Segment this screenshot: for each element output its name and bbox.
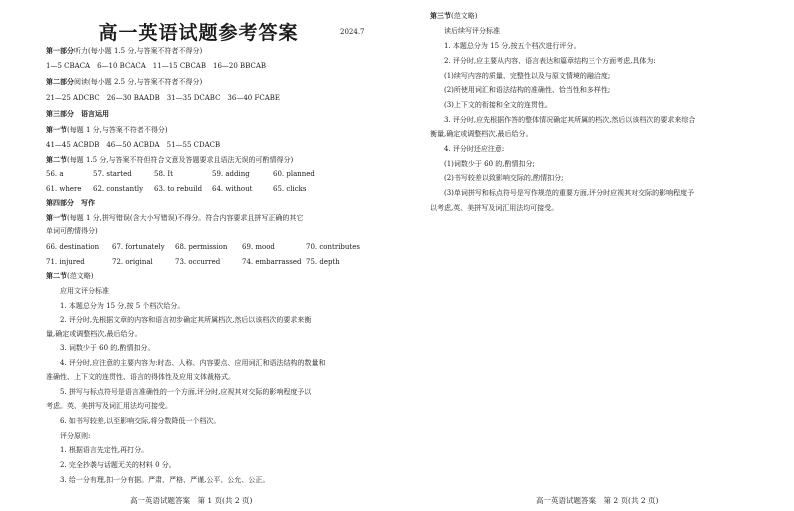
continuation-line: (3)上下文的衔接和全文的连贯性。 [444,101,552,109]
answer-63: 63. to rebuild [154,185,203,193]
answer-58: 58. It [154,170,173,178]
answer-64: 64. without [212,185,253,193]
writing1-heading: 第一节(每题 1 分,拼写错误(含大小写错误)不得分。符合内容要求且拼写正确的其它 [46,214,304,222]
part2-heading: 第二部分阅读(每小题 2.5 分,与答案不符者不得分) [46,78,203,86]
answer-61: 61. where [46,185,82,193]
section1-heading: 第一节(每题 1 分,与答案不符者不得分) [46,126,168,134]
section2-heading: 第二节(每题 1.5 分,与答案不符但符合文意及答题要求且语法无误的可酌情得分) [46,156,294,164]
answer-page-2 [397,0,794,511]
criteria-line: 应用文评分标准 [60,287,109,295]
answer-67: 67. fortunately [112,243,165,251]
answer-70: 70. contributes [306,243,360,251]
criteria-line: 3. 词数少于 60 的,酌情扣分。 [60,344,155,352]
criteria-line: 5. 拼写与标点符号是语言准确性的一个方面,评分时,应视其对交际的影响程度予以 [60,388,312,396]
writing1-heading-cont: 单词可酌情得分) [46,227,98,235]
continuation-line: (2)书写较差以致影响交际的,酌情扣分; [444,174,564,182]
criteria-line: 1. 根据语言先定性,再打分。 [60,446,149,454]
continuation-line: 读后续写评分标准 [444,27,500,35]
continuation-line: (3)单词拼写和标点符号是写作规范的重要方面,评分时应视其对交际的影响程度予 [444,189,695,197]
criteria-line: 1. 本题总分为 15 分,按 5 个档次给分。 [60,302,185,310]
answer-73: 73. occurred [175,258,221,266]
continuation-line: 以考虑,英、美拼写及词汇用法均可接受。 [430,204,559,212]
answer-72: 72. original [112,258,153,266]
answer-56: 56. a [46,170,64,178]
answer-68: 68. permission [175,243,228,251]
continuation-line: (1)词数少于 60 的,酌情扣分; [444,160,535,168]
section1-answers: 41—45 ACBDB 46—50 ACBDA 51—55 CDACB [46,141,221,149]
answer-62: 62. constantly [93,185,144,193]
criteria-line: 3. 给一分有理,扣一分有据。严肃、严格、严谨,公平、公允、公正。 [60,476,270,484]
criteria-line: 考虑。英、美拼写及词汇用法均可接受。 [46,402,172,410]
criteria-line: 2. 完全抄袭与话题无关的材料 0 分。 [60,461,176,469]
answer-65: 65. clicks [273,185,307,193]
page-title: 高一英语试题参考答案 [98,22,299,44]
continuation-line: (2)所使用词汇和语法结构的准确性、恰当性和多样性; [444,86,611,94]
answer-60: 60. planned [273,170,315,178]
part1-heading: 第一部分听力(每小题 1.5 分,与答案不符者不得分) [46,47,203,55]
continuation-line: 衡量,确定或调整档次,最后给分。 [430,130,533,138]
criteria-line: 准确性、上下文的连贯性、语言的得体性及应用文体裁格式。 [46,373,235,381]
page-footer: 高一英语试题答案 第 1 页(共 2 页) [130,496,253,505]
answer-75: 75. depth [306,258,340,266]
exam-date: 2024.7 [340,28,365,36]
part2-answers: 21—25 ADCBC 26—30 BAADB 31—35 DCABC 36—40 FCABE [46,94,280,102]
criteria-line: 评分原则: [60,432,91,440]
part4-heading: 第四部分 写作 [46,199,95,207]
continuation-line: (1)续写内容的质量、完整性以及与原文情境的融洽度; [444,72,611,80]
answer-69: 69. mood [242,243,275,251]
answer-59: 59. adding [212,170,250,178]
part3-heading: 第三部分 语言运用 [46,110,109,118]
criteria-line: 量,确定或调整档次,最后给分。 [46,330,142,338]
continuation-line: 3. 评分时,应先根据作答的整体情况确定其所属的档次,然后以该档次的要求来综合 [444,116,696,124]
continuation-line: 2. 评分时,应主要从内容、语言表达和篇章结构三个方面考虑,具体为: [444,57,656,65]
page-footer: 高一英语试题答案 第 2 页(共 2 页) [536,496,659,505]
answer-71: 71. injured [46,258,85,266]
continuation-line: 1. 本题总分为 15 分,按五个档次进行评分。 [444,42,581,50]
answer-57: 57. started [93,170,132,178]
answer-66: 66. destination [46,243,100,251]
part1-answers: 1—5 CBACA 6—10 BCACA 11—15 CBCAB 16—20 BBCAB [46,62,267,70]
section3-heading: 第三节(范文略) [430,12,478,20]
criteria-line: 4. 评分时,应注意的主要内容为:时态、人称、内容要点、应用词汇和语法结构的数量和 [60,359,326,367]
writing2-heading: 第二节(范文略) [46,272,94,280]
criteria-line: 6. 如书写较差,以至影响交际,将分数降低一个档次。 [60,417,221,425]
answer-74: 74. embarrassed [242,258,302,266]
continuation-line: 4. 评分时还应注意: [444,145,505,153]
criteria-line: 2. 评分时,先根据文章的内容和语言初步确定其所属档次,然后以该档次的要求来衡 [60,316,312,324]
